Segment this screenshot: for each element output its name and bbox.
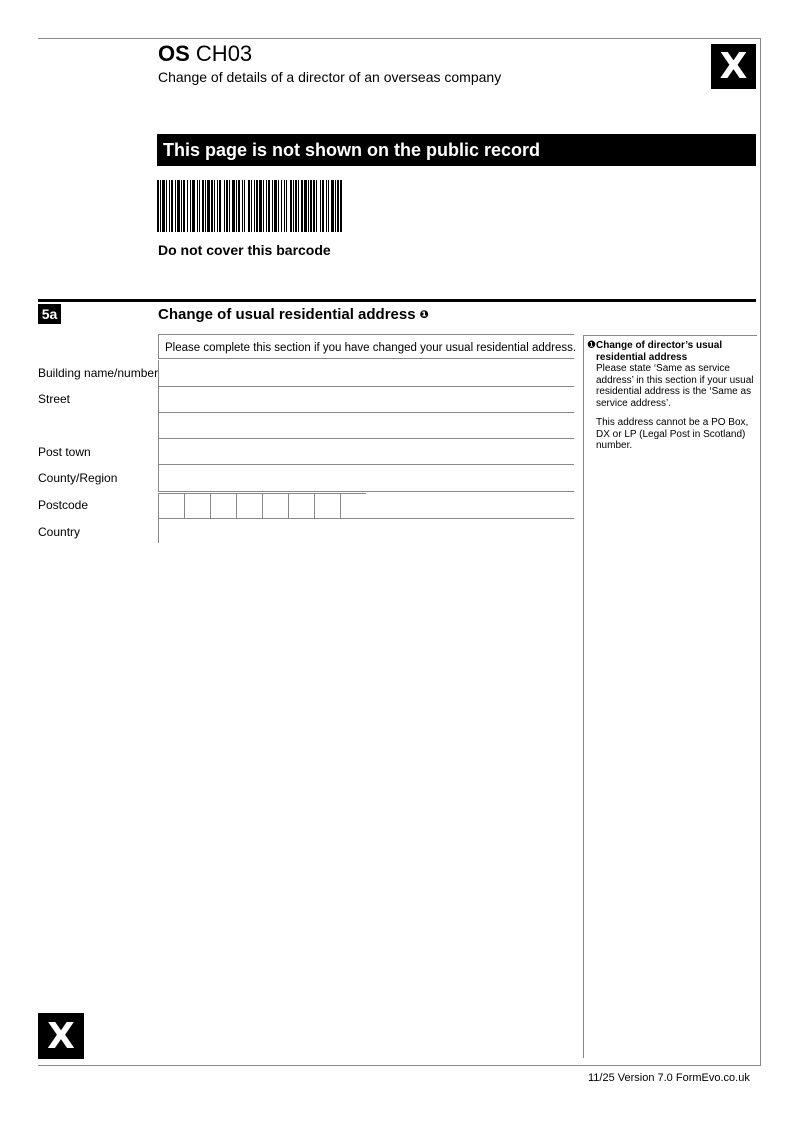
barcode-bar xyxy=(301,180,303,232)
section-divider xyxy=(38,299,756,302)
building-label: Building name/number xyxy=(38,366,159,380)
bottom-border xyxy=(38,1065,761,1066)
form-code xyxy=(158,42,252,66)
barcode-bar xyxy=(205,180,206,232)
barcode-bar xyxy=(251,180,252,232)
country-label: Country xyxy=(38,525,81,539)
barcode-bar xyxy=(268,180,270,232)
right-border xyxy=(760,38,761,1066)
barcode-bar xyxy=(244,180,245,232)
postcode-box-6[interactable] xyxy=(288,493,314,518)
barcode-bar xyxy=(290,180,292,232)
barcode-bar xyxy=(308,180,309,232)
barcode-bar xyxy=(214,180,215,232)
corner-x-mark-bottom: X xyxy=(38,1013,84,1059)
building-input[interactable] xyxy=(158,360,574,387)
postcode-box-5[interactable] xyxy=(262,493,288,518)
barcode-bar xyxy=(326,180,327,232)
form-subtitle: Change of details of a director of an overseas company xyxy=(158,69,502,85)
barcode-bar xyxy=(202,180,204,232)
barcode-bar xyxy=(192,180,195,232)
barcode-bar xyxy=(259,180,262,232)
barcode-bar xyxy=(274,180,277,232)
barcode-bar xyxy=(162,180,165,232)
version-footer: 11/25 Version 7.0 FormEvo.co.uk xyxy=(588,1072,750,1084)
postcode-box-8[interactable] xyxy=(340,493,366,518)
barcode-bar xyxy=(229,180,230,232)
barcode-bar xyxy=(304,180,307,232)
barcode-bar xyxy=(236,180,237,232)
barcode-bar xyxy=(171,180,173,232)
barcode-bar xyxy=(175,180,176,232)
barcode-bar xyxy=(335,180,336,232)
corner-x-mark-top: X xyxy=(711,44,756,89)
postcode-box-2[interactable] xyxy=(184,493,210,518)
barcode-bar xyxy=(157,180,159,232)
section-instructions: Please complete this section if you have changed your usual residential address. xyxy=(158,334,574,359)
barcode-bar xyxy=(340,180,342,232)
barcode-bar xyxy=(281,180,282,232)
barcode-bar xyxy=(298,180,299,232)
postcode-box-4[interactable] xyxy=(236,493,262,518)
street-input-line-1[interactable] xyxy=(158,387,574,413)
barcode-bar xyxy=(331,180,334,232)
county-input[interactable] xyxy=(158,465,574,492)
note-info-icon: ❶ xyxy=(587,340,596,351)
barcode-bar xyxy=(286,180,287,232)
section-number: 5a xyxy=(38,304,61,324)
barcode-bar xyxy=(183,180,185,232)
barcode-bar xyxy=(310,180,312,232)
country-input[interactable] xyxy=(158,519,574,543)
barcode-bar xyxy=(278,180,279,232)
section-title xyxy=(158,305,429,325)
barcode-bar xyxy=(256,180,258,232)
barcode-bar xyxy=(232,180,235,232)
note-title: Change of director’s usual residential address xyxy=(596,340,723,363)
postcode-box-1[interactable] xyxy=(158,493,184,518)
barcode-bar xyxy=(320,180,321,232)
barcode-bar xyxy=(217,180,218,232)
barcode-bar xyxy=(293,180,294,232)
barcode-bar xyxy=(263,180,264,232)
form-number: CH03 xyxy=(195,41,253,66)
barcode-bar xyxy=(181,180,182,232)
barcode-caption: Do not cover this barcode xyxy=(158,242,331,258)
section-title-text: Change of usual residential address xyxy=(158,306,416,323)
barcode-bar xyxy=(328,180,329,232)
barcode-bar xyxy=(248,180,250,232)
postcode-box-7[interactable] xyxy=(314,493,340,518)
note-paragraph-1: Please state ‘Same as service address’ in this section if your usual residential address is the ‘Same as service address’. xyxy=(596,363,754,409)
barcode-bar xyxy=(242,180,243,232)
post-town-input[interactable] xyxy=(158,439,574,465)
barcode-bar xyxy=(284,180,285,232)
barcode-bar xyxy=(160,180,161,232)
guidance-note xyxy=(587,340,755,452)
top-border xyxy=(38,38,761,39)
info-icon: ❶ xyxy=(419,309,429,321)
barcode-bar xyxy=(313,180,315,232)
barcode-bar xyxy=(211,180,213,232)
barcode-bar xyxy=(197,180,198,232)
barcode-bar xyxy=(219,180,221,232)
barcode-bar xyxy=(177,180,180,232)
barcode-bar xyxy=(199,180,200,232)
barcode-bar xyxy=(337,180,339,232)
barcode-bar xyxy=(224,180,225,232)
county-label: County/Region xyxy=(38,471,118,485)
barcode-bar xyxy=(238,180,240,232)
barcode-bar xyxy=(207,180,210,232)
postcode-label: Postcode xyxy=(38,498,89,512)
public-record-notice: This page is not shown on the public record xyxy=(157,134,756,166)
barcode-bar xyxy=(169,180,170,232)
barcode-bar xyxy=(254,180,255,232)
barcode-bar xyxy=(190,180,191,232)
barcode-bar xyxy=(272,180,273,232)
street-label: Street xyxy=(38,392,71,406)
barcode-bar xyxy=(226,180,228,232)
barcode-bar xyxy=(266,180,267,232)
post-town-label: Post town xyxy=(38,445,91,459)
barcode-bar xyxy=(166,180,167,232)
postcode-box-3[interactable] xyxy=(210,493,236,518)
barcode-image xyxy=(157,180,437,232)
note-paragraph-2: This address cannot be a PO Box, DX or LP (Legal Post in Scotland) number. xyxy=(596,417,749,451)
street-input-line-2[interactable] xyxy=(158,413,574,439)
form-prefix: OS xyxy=(158,41,190,66)
barcode-bar xyxy=(187,180,188,232)
barcode-bar xyxy=(295,180,297,232)
barcode-bar xyxy=(322,180,324,232)
barcode-bar xyxy=(316,180,317,232)
